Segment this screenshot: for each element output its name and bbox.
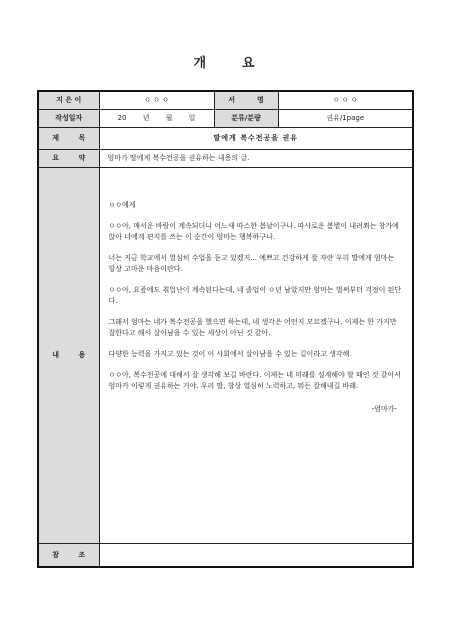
date-value[interactable] [99, 109, 214, 127]
content-label: 내 용 [38, 167, 99, 543]
title-char-1: 개 [193, 56, 208, 71]
overview-form [37, 90, 414, 568]
summary-value[interactable]: 엄마가 딸에게 복수전공을 권유하는 내용의 글. [99, 149, 413, 167]
subject-row [38, 127, 413, 149]
date-month-unit: 월 [165, 114, 173, 122]
date-row [38, 109, 413, 127]
author-row [38, 91, 413, 109]
content-row [38, 167, 413, 543]
date-year-unit: 년 [142, 114, 150, 122]
letter-body[interactable] [99, 167, 413, 543]
subject-label: 제 목 [38, 127, 99, 149]
title-char-2: 요 [242, 56, 257, 71]
summary-label: 요 약 [38, 149, 99, 167]
category-label: 분류/분량 [214, 109, 278, 127]
reference-label: 참 조 [38, 543, 99, 567]
date-day-unit: 일 [188, 114, 196, 122]
date-label: 작성일자 [38, 109, 99, 127]
letter-paragraph: ㅇㅇ아, 매서운 바람이 계속되더니 어느새 따스한 봄날이구나. 따사로운 봄볕이 내려쬐는 창가에 앉아 너에게 편지를 쓰는 이 순간이 엄마는 행복하구나. [108, 221, 399, 241]
subject-value[interactable]: 딸에게 복수전공을 권유 [99, 127, 413, 149]
letter-paragraph: ㅇㅇ아, 요즘에도 취업난이 계속된다는데, 네 졸업이 ㅇ년 남았지만 엄마는 벌써부터 걱정이 된단다. [108, 285, 402, 305]
letter-paragraph: 그래서 엄마는 네가 복수전공을 했으면 하는데, 네 생각은 어떤지 모르겠구나. 이제는 한 가지만 잘한다고 해서 살아남을 수 있는 세상이 아닌 것 같아. [108, 317, 397, 337]
letter-paragraph: 다양한 능력을 가지고 있는 것이 이 사회에서 살아남을 수 있는 길이라고 생각해. [108, 349, 352, 358]
summary-row [38, 149, 413, 167]
author-value[interactable]: ㅇ ㅇ ㅇ [99, 91, 214, 109]
letter-paragraph: 너는 지금 학교에서 열심히 수업을 듣고 있겠지... 예쁘고 건강하게 잘 자란 우리 딸에게 엄마는 항상 고마운 마음이란다. [108, 253, 395, 273]
signature-value[interactable]: ㅇ ㅇ ㅇ [278, 91, 413, 109]
letter-greeting: ㅇㅇ에게 [108, 200, 136, 209]
letter-signoff: -엄마가- [371, 404, 397, 413]
reference-row [38, 543, 413, 567]
author-label: 지 은 이 [38, 91, 99, 109]
category-value[interactable]: 권유/1page [278, 109, 413, 127]
document-title [0, 52, 450, 71]
letter-paragraph: ㅇㅇ아, 복수전공에 대해서 잘 생각해 보길 바란다. 이제는 네 미래를 설계해야 할 때인 것 같아서 엄마가 이렇게 권유하는 거야. 우리 딸, 항상 열심히 노력하고, 뭐든 잘해내길 바래. [108, 370, 402, 390]
reference-value[interactable] [99, 543, 413, 567]
signature-label: 서 명 [214, 91, 278, 109]
date-year: 20 [117, 114, 127, 122]
